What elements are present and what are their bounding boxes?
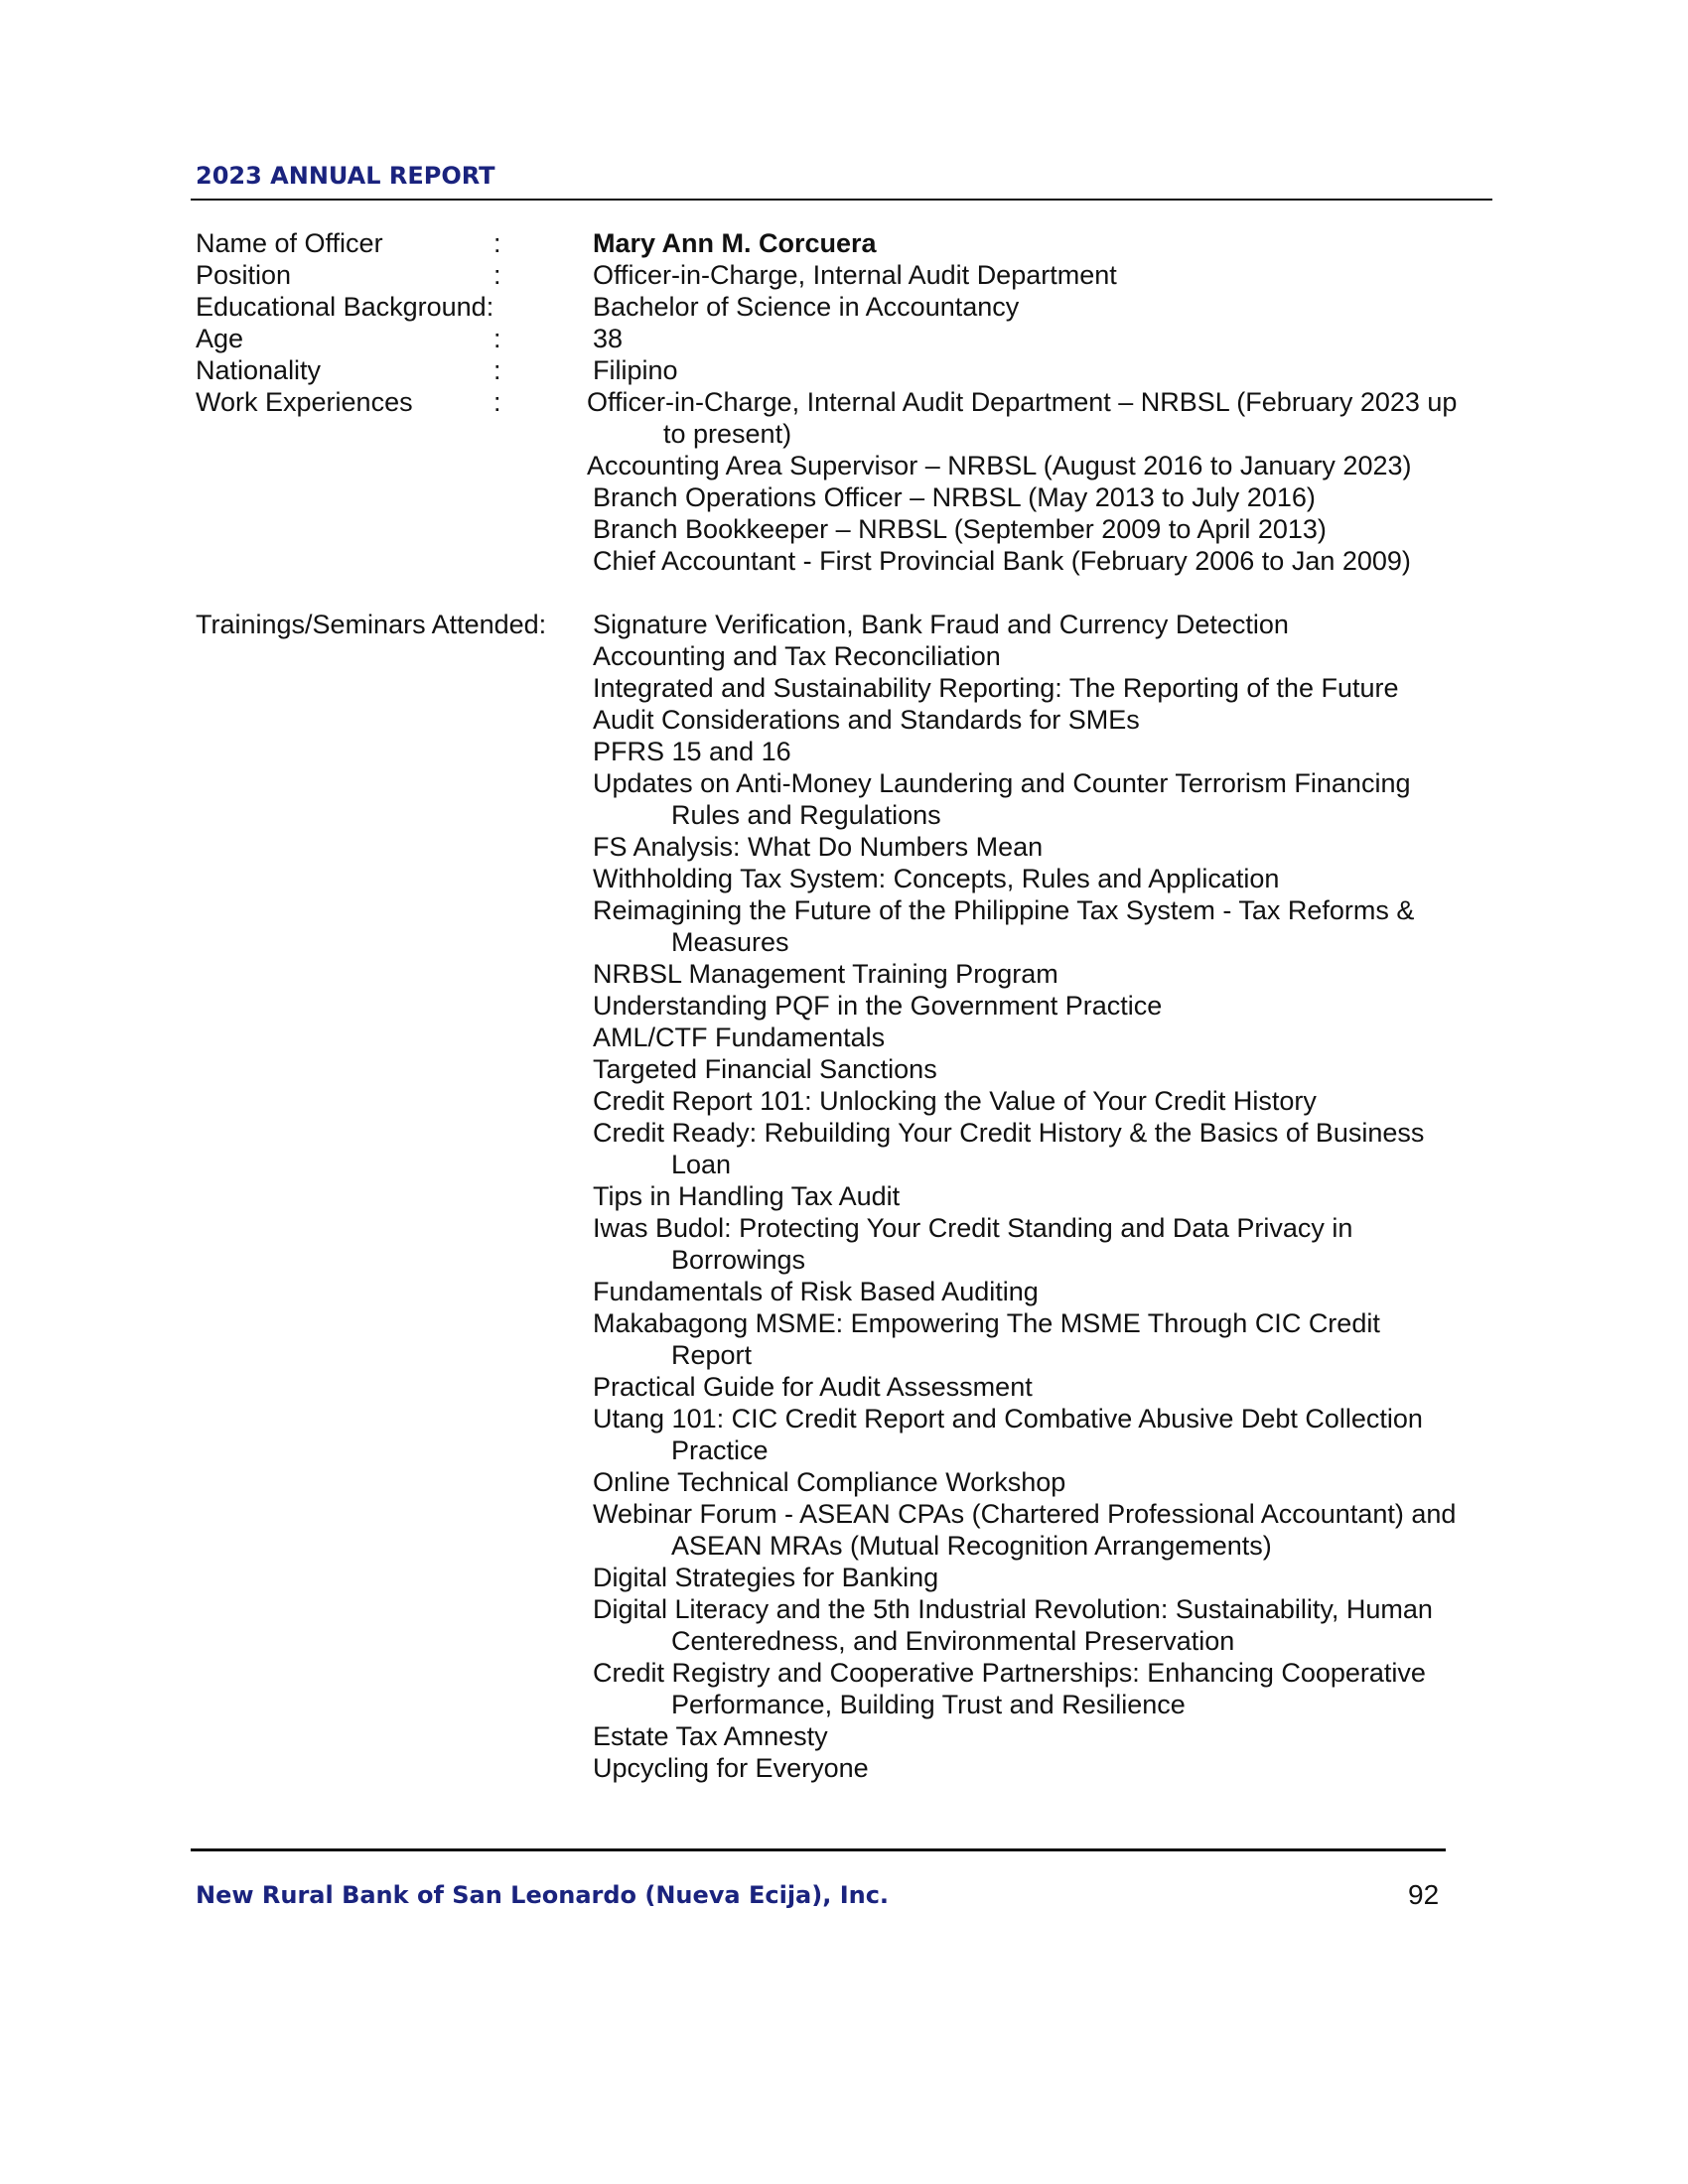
- training-item: Digital Strategies for Banking: [593, 1563, 939, 1592]
- training-item: Utang 101: CIC Credit Report and Combative Abusive Debt Collection: [593, 1404, 1423, 1433]
- label-age: Age: [196, 324, 244, 353]
- training-item: Iwas Budol: Protecting Your Credit Standing and Data Privacy in: [593, 1213, 1353, 1243]
- officer-name: Mary Ann M. Corcuera: [593, 228, 877, 258]
- training-item: Estate Tax Amnesty: [593, 1721, 828, 1751]
- work-item: Officer-in-Charge, Internal Audit Department – NRBSL (February 2023 up: [587, 387, 1458, 417]
- training-item-continuation: Measures: [671, 927, 789, 957]
- officer-position: Officer-in-Charge, Internal Audit Department: [593, 260, 1117, 290]
- training-item-continuation: Report: [671, 1340, 753, 1370]
- footer-divider: [191, 1848, 1446, 1851]
- header-divider: [191, 199, 1492, 201]
- training-item: Integrated and Sustainability Reporting: The Reporting of the Future: [593, 673, 1399, 703]
- officer-nationality: Filipino: [593, 355, 678, 385]
- training-item: Understanding PQF in the Government Practice: [593, 991, 1163, 1021]
- training-item: Upcycling for Everyone: [593, 1753, 869, 1783]
- page-number: 92: [1408, 1879, 1440, 1910]
- training-item: PFRS 15 and 16: [593, 737, 791, 766]
- colon: :: [493, 324, 501, 353]
- label-nationality: Nationality: [196, 355, 322, 385]
- work-item: Chief Accountant - First Provincial Bank (February 2006 to Jan 2009): [593, 546, 1411, 576]
- officer-age: 38: [593, 324, 624, 353]
- training-item-continuation: Rules and Regulations: [671, 800, 941, 830]
- training-item-continuation: Performance, Building Trust and Resilience: [671, 1690, 1186, 1719]
- training-item: AML/CTF Fundamentals: [593, 1023, 886, 1052]
- work-item: Accounting Area Supervisor – NRBSL (August 2016 to January 2023): [587, 451, 1412, 480]
- label-trainings: Trainings/Seminars Attended:: [196, 610, 547, 639]
- colon: :: [493, 387, 501, 417]
- training-item: Withholding Tax System: Concepts, Rules and Application: [593, 864, 1280, 893]
- work-item-continuation: to present): [663, 419, 792, 449]
- label-name: Name of Officer: [196, 228, 383, 258]
- colon: :: [493, 355, 501, 385]
- report-title: 2023 ANNUAL REPORT: [196, 162, 495, 190]
- training-item: FS Analysis: What Do Numbers Mean: [593, 832, 1044, 862]
- label-position: Position: [196, 260, 292, 290]
- training-item: Fundamentals of Risk Based Auditing: [593, 1277, 1039, 1306]
- colon: :: [493, 228, 501, 258]
- training-item: NRBSL Management Training Program: [593, 959, 1058, 989]
- training-item: Signature Verification, Bank Fraud and Currency Detection: [593, 610, 1289, 639]
- training-item: Online Technical Compliance Workshop: [593, 1467, 1066, 1497]
- officer-education: Bachelor of Science in Accountancy: [593, 292, 1020, 322]
- work-item: Branch Bookkeeper – NRBSL (September 2009 to April 2013): [593, 514, 1327, 544]
- training-item: Tips in Handling Tax Audit: [593, 1181, 901, 1211]
- training-item: Updates on Anti-Money Laundering and Counter Terrorism Financing: [593, 768, 1411, 798]
- training-item: Makabagong MSME: Empowering The MSME Through CIC Credit: [593, 1308, 1380, 1338]
- training-item: Credit Registry and Cooperative Partnerships: Enhancing Cooperative: [593, 1658, 1426, 1688]
- colon: :: [493, 260, 501, 290]
- training-item: Practical Guide for Audit Assessment: [593, 1372, 1033, 1402]
- training-item: Webinar Forum - ASEAN CPAs (Chartered Professional Accountant) and: [593, 1499, 1457, 1529]
- training-item-continuation: Centeredness, and Environmental Preservation: [671, 1626, 1235, 1656]
- training-item: Digital Literacy and the 5th Industrial Revolution: Sustainability, Human: [593, 1594, 1433, 1624]
- training-item: Reimagining the Future of the Philippine Tax System - Tax Reforms &: [593, 895, 1415, 925]
- training-item-continuation: ASEAN MRAs (Mutual Recognition Arrangements): [671, 1531, 1272, 1561]
- label-work-experiences: Work Experiences: [196, 387, 413, 417]
- training-item: Audit Considerations and Standards for SMEs: [593, 705, 1140, 735]
- label-education: Educational Background:: [196, 292, 494, 322]
- training-item: Credit Ready: Rebuilding Your Credit History & the Basics of Business: [593, 1118, 1425, 1148]
- work-item: Branch Operations Officer – NRBSL (May 2013 to July 2016): [593, 482, 1316, 512]
- training-item: Accounting and Tax Reconciliation: [593, 641, 1001, 671]
- training-item: Targeted Financial Sanctions: [593, 1054, 937, 1084]
- training-item-continuation: Practice: [671, 1435, 769, 1465]
- training-item-continuation: Borrowings: [671, 1245, 806, 1275]
- footer-bank-name: New Rural Bank of San Leonardo (Nueva Ecija), Inc.: [196, 1881, 890, 1909]
- training-item-continuation: Loan: [671, 1150, 732, 1179]
- training-item: Credit Report 101: Unlocking the Value of Your Credit History: [593, 1086, 1317, 1116]
